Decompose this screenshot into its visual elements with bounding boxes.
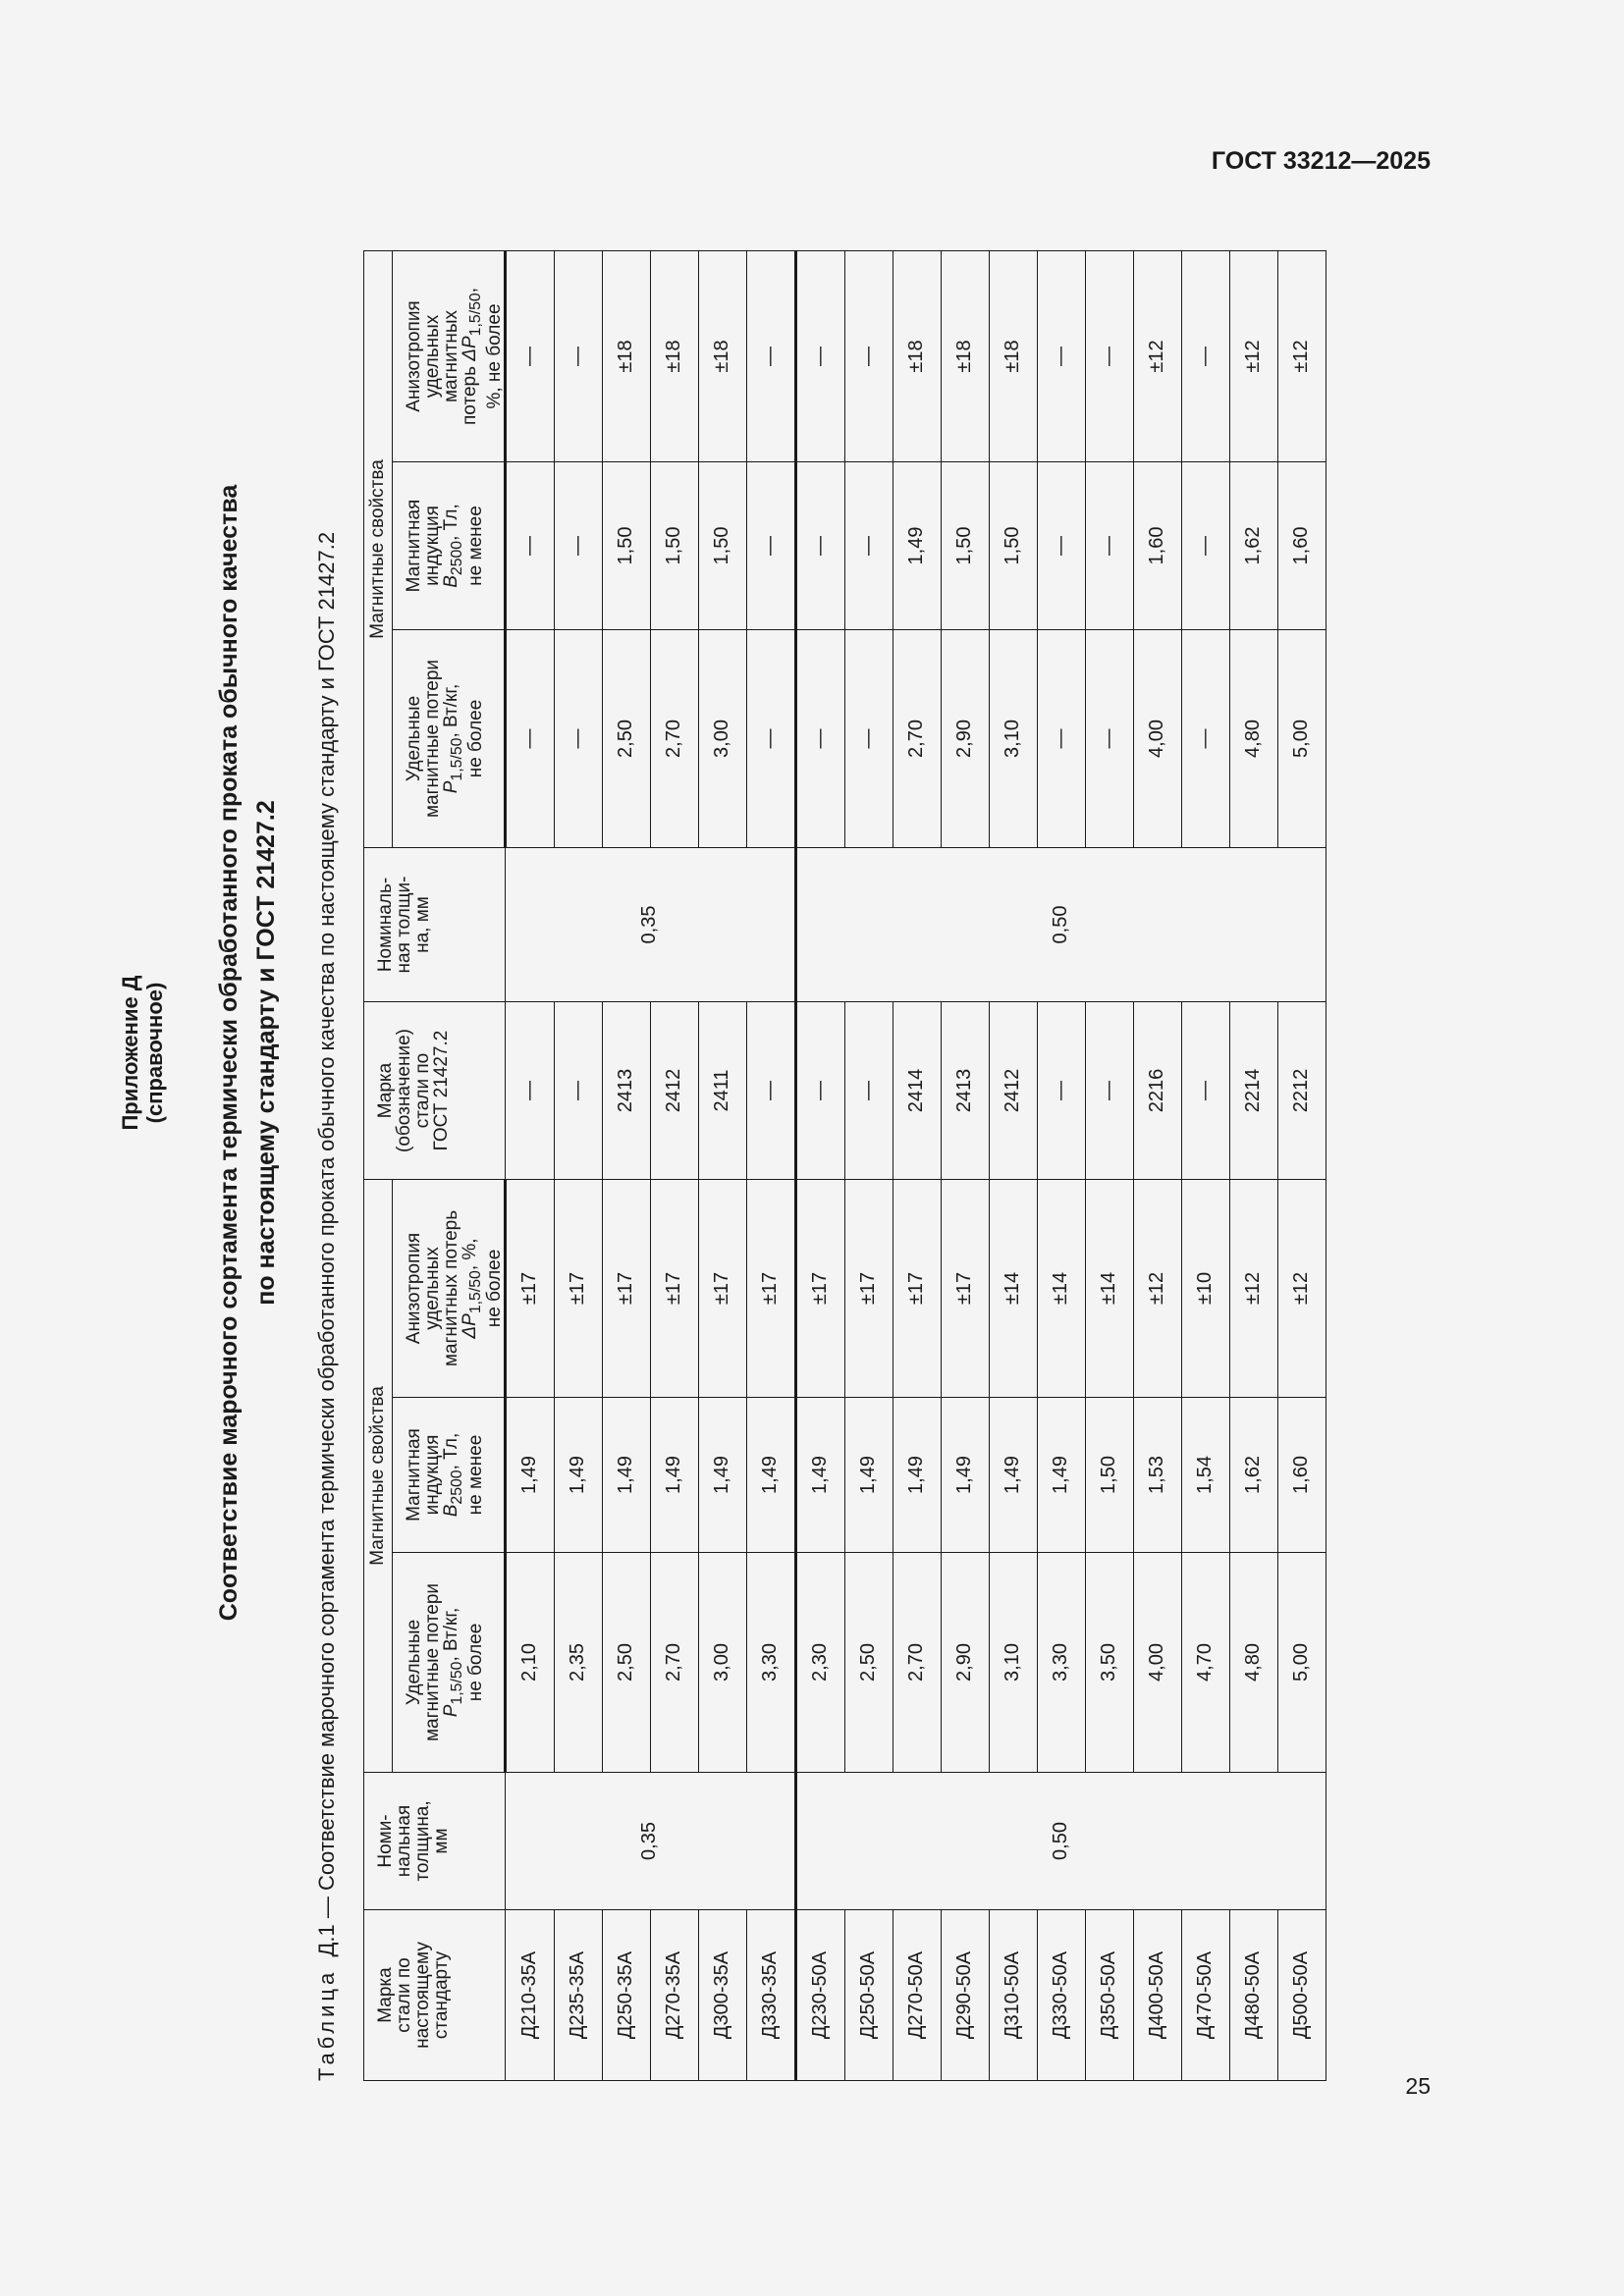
- header-grade-std: Марка стали по настоящему стандарту: [364, 1910, 506, 2081]
- cell-gost-grade: —: [1181, 1002, 1229, 1180]
- cell-gost-thickness: 0,35: [505, 848, 795, 1002]
- cell-gost-anisotropy: ±18: [941, 251, 989, 462]
- cell-induction: 1,49: [698, 1398, 746, 1553]
- cell-grade: Д290-50А: [941, 1910, 989, 2081]
- cell-induction: 1,50: [1085, 1398, 1133, 1553]
- cell-specific-loss: 3,10: [989, 1553, 1037, 1773]
- cell-specific-loss: 2,90: [941, 1553, 989, 1773]
- cell-anisotropy: ±17: [941, 1180, 989, 1398]
- cell-gost-anisotropy: ±12: [1229, 251, 1277, 462]
- cell-gost-induction: 1,50: [941, 462, 989, 630]
- header-anisotropy-left: Анизотропия удельных магнитных потерь $\Delta P_{1,5/50}$, %, не более: [393, 1180, 506, 1398]
- cell-anisotropy: ±12: [1277, 1180, 1326, 1398]
- cell-grade: Д480-50А: [1229, 1910, 1277, 2081]
- cell-induction: 1,49: [844, 1398, 893, 1553]
- cell-induction: 1,53: [1133, 1398, 1181, 1553]
- cell-specific-loss: 2,70: [893, 1553, 941, 1773]
- cell-anisotropy: ±17: [554, 1180, 602, 1398]
- cell-specific-loss: 4,00: [1133, 1553, 1181, 1773]
- cell-induction: 1,49: [505, 1398, 554, 1553]
- cell-grade: Д270-50А: [893, 1910, 941, 2081]
- header-magnetic-group-left: Магнитные свойства: [364, 1180, 393, 1773]
- cell-gost-specific-loss: —: [795, 630, 844, 848]
- cell-induction: 1,54: [1181, 1398, 1229, 1553]
- cell-gost-anisotropy: —: [844, 251, 893, 462]
- cell-gost-specific-loss: 4,80: [1229, 630, 1277, 848]
- cell-gost-induction: —: [1181, 462, 1229, 630]
- cell-thickness: 0,35: [505, 1773, 795, 1910]
- header-thickness-right: Номиналь- ная толщи- на, мм: [364, 848, 506, 1002]
- cell-gost-specific-loss: 2,90: [941, 630, 989, 848]
- cell-specific-loss: 4,80: [1229, 1553, 1277, 1773]
- cell-gost-specific-loss: 2,50: [602, 630, 650, 848]
- header-anisotropy-right: Анизотропия удельных магнитных потерь $\Delta P_{1,5/50}$, %, не более: [393, 251, 506, 462]
- cell-induction: 1,49: [893, 1398, 941, 1553]
- table-row: [795, 251, 844, 2081]
- cell-gost-induction: —: [554, 462, 602, 630]
- cell-gost-induction: —: [844, 462, 893, 630]
- cell-gost-specific-loss: 3,00: [698, 630, 746, 848]
- appendix-subject-title: [210, 25, 285, 2081]
- cell-anisotropy: ±17: [795, 1180, 844, 1398]
- cell-anisotropy: ±17: [746, 1180, 795, 1398]
- cell-gost-grade: 2413: [941, 1002, 989, 1180]
- cell-gost-anisotropy: ±12: [1133, 251, 1181, 462]
- cell-gost-specific-loss: —: [505, 630, 554, 848]
- cell-specific-loss: 3,30: [1037, 1553, 1085, 1773]
- cell-gost-anisotropy: —: [505, 251, 554, 462]
- cell-induction: 1,49: [795, 1398, 844, 1553]
- cell-gost-anisotropy: ±18: [602, 251, 650, 462]
- cell-gost-grade: 2214: [1229, 1002, 1277, 1180]
- cell-specific-loss: 3,30: [746, 1553, 795, 1773]
- cell-thickness: 0,50: [795, 1773, 1326, 1910]
- cell-induction: 1,62: [1229, 1398, 1277, 1553]
- cell-anisotropy: ±14: [1037, 1180, 1085, 1398]
- cell-grade: Д500-50А: [1277, 1910, 1326, 2081]
- page-number: 25: [1405, 2073, 1431, 2099]
- cell-gost-specific-loss: —: [1037, 630, 1085, 848]
- cell-induction: 1,49: [746, 1398, 795, 1553]
- header-thickness-left: Номи- нальная толщина, мм: [364, 1773, 506, 1910]
- grade-correspondence-table: [363, 250, 1326, 2081]
- cell-anisotropy: ±10: [1181, 1180, 1229, 1398]
- table-row: [505, 251, 554, 2081]
- cell-gost-grade: 2414: [893, 1002, 941, 1180]
- cell-specific-loss: 2,70: [650, 1553, 698, 1773]
- cell-specific-loss: 2,50: [844, 1553, 893, 1773]
- cell-anisotropy: ±17: [698, 1180, 746, 1398]
- header-row-1: [364, 251, 393, 2081]
- title-line-1: Соответствие марочного сортамента термически обработанного проката обычного качества: [215, 484, 243, 1622]
- cell-gost-thickness: 0,50: [795, 848, 1326, 1002]
- table-body: [505, 251, 1326, 2081]
- cell-gost-specific-loss: —: [746, 630, 795, 848]
- cell-grade: Д470-50А: [1181, 1910, 1229, 2081]
- cell-grade: Д310-50А: [989, 1910, 1037, 2081]
- cell-anisotropy: ±17: [650, 1180, 698, 1398]
- cell-gost-induction: 1,62: [1229, 462, 1277, 630]
- cell-gost-specific-loss: 5,00: [1277, 630, 1326, 848]
- cell-gost-specific-loss: 4,00: [1133, 630, 1181, 848]
- cell-gost-induction: 1,49: [893, 462, 941, 630]
- cell-gost-grade: 2412: [989, 1002, 1037, 1180]
- cell-gost-induction: —: [795, 462, 844, 630]
- cell-gost-anisotropy: ±18: [698, 251, 746, 462]
- cell-gost-grade: —: [1085, 1002, 1133, 1180]
- cell-gost-induction: 1,50: [989, 462, 1037, 630]
- header-loss-left: Удельные магнитные потери $P_{1,5/50}$, Вт/кг, не более: [393, 1553, 506, 1773]
- cell-specific-loss: 3,00: [698, 1553, 746, 1773]
- cell-specific-loss: 2,50: [602, 1553, 650, 1773]
- cell-gost-anisotropy: —: [1181, 251, 1229, 462]
- header-induction-right: Магнитная индукция $B_{2500}$, Тл, не менее: [393, 462, 506, 630]
- cell-specific-loss: 5,00: [1277, 1553, 1326, 1773]
- cell-gost-specific-loss: 3,10: [989, 630, 1037, 848]
- cell-gost-grade: 2411: [698, 1002, 746, 1180]
- cell-gost-grade: —: [1037, 1002, 1085, 1180]
- appendix-title: Приложение Д: [118, 975, 142, 1131]
- cell-gost-grade: 2412: [650, 1002, 698, 1180]
- appendix-heading: [118, 25, 167, 2081]
- cell-gost-induction: —: [505, 462, 554, 630]
- cell-gost-grade: —: [505, 1002, 554, 1180]
- cell-gost-specific-loss: 2,70: [650, 630, 698, 848]
- cell-gost-grade: —: [795, 1002, 844, 1180]
- cell-anisotropy: ±14: [989, 1180, 1037, 1398]
- cell-gost-grade: —: [554, 1002, 602, 1180]
- cell-induction: 1,49: [554, 1398, 602, 1553]
- cell-induction: 1,49: [941, 1398, 989, 1553]
- cell-gost-specific-loss: —: [554, 630, 602, 848]
- cell-anisotropy: ±17: [893, 1180, 941, 1398]
- cell-grade: Д300-35А: [698, 1910, 746, 2081]
- cell-gost-grade: 2212: [1277, 1002, 1326, 1180]
- cell-gost-induction: —: [1037, 462, 1085, 630]
- cell-grade: Д250-35А: [602, 1910, 650, 2081]
- cell-anisotropy: ±12: [1229, 1180, 1277, 1398]
- cell-gost-induction: 1,50: [602, 462, 650, 630]
- appendix-type: (справочное): [142, 982, 167, 1124]
- cell-grade: Д250-50А: [844, 1910, 893, 2081]
- document-number: ГОСТ 33212—2025: [1211, 147, 1431, 175]
- table-caption-label: Таблица: [314, 1968, 339, 2081]
- cell-grade: Д330-35А: [746, 1910, 795, 2081]
- header-magnetic-group-right: Магнитные свойства: [364, 251, 393, 848]
- cell-specific-loss: 2,10: [505, 1553, 554, 1773]
- cell-grade: Д210-35А: [505, 1910, 554, 2081]
- cell-specific-loss: 2,30: [795, 1553, 844, 1773]
- cell-anisotropy: ±14: [1085, 1180, 1133, 1398]
- cell-anisotropy: ±12: [1133, 1180, 1181, 1398]
- title-line-2: по настоящему стандарту и ГОСТ 21427.2: [252, 800, 280, 1306]
- cell-gost-specific-loss: —: [844, 630, 893, 848]
- cell-gost-anisotropy: —: [795, 251, 844, 462]
- cell-gost-anisotropy: —: [746, 251, 795, 462]
- cell-grade: Д230-50А: [795, 1910, 844, 2081]
- cell-induction: 1,49: [602, 1398, 650, 1553]
- cell-gost-induction: 1,60: [1277, 462, 1326, 630]
- cell-gost-anisotropy: ±18: [989, 251, 1037, 462]
- cell-gost-anisotropy: ±18: [893, 251, 941, 462]
- cell-grade: Д235-35А: [554, 1910, 602, 2081]
- cell-anisotropy: ±17: [602, 1180, 650, 1398]
- cell-gost-anisotropy: ±12: [1277, 251, 1326, 462]
- cell-grade: Д400-50А: [1133, 1910, 1181, 2081]
- cell-gost-grade: 2216: [1133, 1002, 1181, 1180]
- cell-induction: 1,49: [1037, 1398, 1085, 1553]
- header-loss-right: Удельные магнитные потери $P_{1,5/50}$, Вт/кг, не более: [393, 630, 506, 848]
- cell-gost-induction: —: [1085, 462, 1133, 630]
- cell-gost-anisotropy: —: [1037, 251, 1085, 462]
- cell-specific-loss: 4,70: [1181, 1553, 1229, 1773]
- cell-gost-anisotropy: —: [554, 251, 602, 462]
- cell-gost-grade: 2413: [602, 1002, 650, 1180]
- cell-grade: Д350-50А: [1085, 1910, 1133, 2081]
- header-grade-gost: Марка (обозначение) стали по ГОСТ 21427.2: [364, 1002, 506, 1180]
- cell-gost-anisotropy: ±18: [650, 251, 698, 462]
- header-induction-left: Магнитная индукция $B_{2500}$, Тл, не менее: [393, 1398, 506, 1553]
- cell-gost-grade: —: [844, 1002, 893, 1180]
- cell-grade: Д330-50А: [1037, 1910, 1085, 2081]
- cell-specific-loss: 3,50: [1085, 1553, 1133, 1773]
- cell-grade: Д270-35А: [650, 1910, 698, 2081]
- cell-induction: 1,49: [650, 1398, 698, 1553]
- rotated-page-content: [118, 25, 1311, 2081]
- cell-gost-specific-loss: —: [1181, 630, 1229, 848]
- cell-gost-induction: 1,60: [1133, 462, 1181, 630]
- cell-gost-anisotropy: —: [1085, 251, 1133, 462]
- cell-induction: 1,49: [989, 1398, 1037, 1553]
- cell-gost-specific-loss: 2,70: [893, 630, 941, 848]
- cell-gost-grade: —: [746, 1002, 795, 1180]
- cell-gost-specific-loss: —: [1085, 630, 1133, 848]
- cell-gost-induction: —: [746, 462, 795, 630]
- cell-anisotropy: ±17: [505, 1180, 554, 1398]
- cell-anisotropy: ±17: [844, 1180, 893, 1398]
- table-caption-text: Д.1 — Соответствие марочного сортамента термически обработанного проката обычного качества по настоящему стандарту и ГОСТ 21427.2: [314, 531, 339, 1957]
- cell-gost-induction: 1,50: [650, 462, 698, 630]
- cell-induction: 1,60: [1277, 1398, 1326, 1553]
- table-caption: [314, 25, 340, 2081]
- cell-gost-induction: 1,50: [698, 462, 746, 630]
- cell-specific-loss: 2,35: [554, 1553, 602, 1773]
